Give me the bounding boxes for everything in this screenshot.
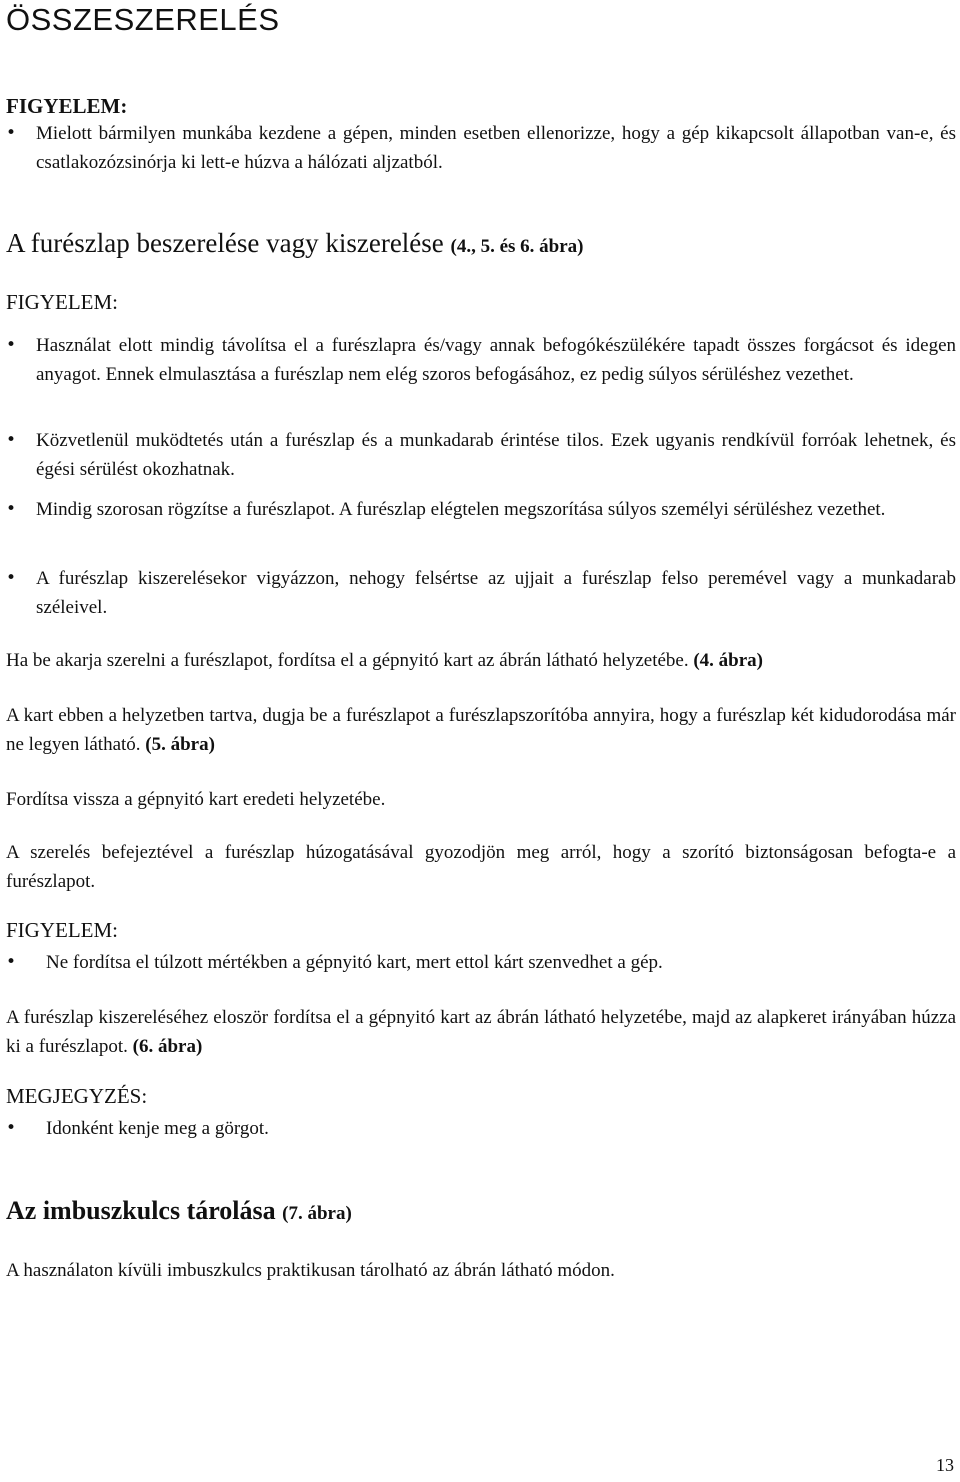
paragraph-text: A furészlap kiszereléséhez eloször fordítsa el a gépnyitó kart az ábrán látható helyzetébe, majd az alapkeret irányában húzza ki a furészlapot.	[6, 1007, 956, 1057]
note-label: MEGJEGYZÉS:	[6, 1084, 148, 1108]
bullet-icon: •	[6, 123, 17, 143]
list-item	[6, 495, 956, 524]
list-item	[6, 1114, 956, 1143]
bullet-icon: •	[6, 952, 17, 972]
paragraph: A szerelés befejeztével a furészlap húzogatásával gyozodjön meg arról, hogy a szorító biztonságosan befogta-e a furészlapot.	[6, 842, 956, 892]
list-item	[6, 948, 956, 977]
list-item	[6, 426, 956, 484]
warning-label: FIGYELEM:	[6, 290, 118, 314]
list-item-text: Idonként kenje meg a görgot.	[46, 1118, 269, 1139]
bullet-icon: •	[6, 499, 17, 519]
bullet-icon: •	[6, 1118, 17, 1138]
bullet-icon: •	[6, 335, 17, 355]
warning-label: FIGYELEM:	[6, 94, 128, 118]
list-item-text: A furészlap kiszerelésekor vigyázzon, nehogy felsértse az ujjait a furészlap felso peremével vagy a munkadarab széleivel.	[36, 568, 956, 618]
figure-reference: (5. ábra)	[145, 734, 215, 755]
section-heading-text: Az imbuszkulcs tárolása	[6, 1196, 276, 1225]
list-item-text: Mielott bármilyen munkába kezdene a gépen, minden esetben ellenorizze, hogy a gép kikapcsolt állapotban van-e, és csatlakozózsinórja ki lett-e húzva a hálózati aljzatból.	[36, 123, 956, 173]
bullet-icon: •	[6, 430, 17, 450]
list-item-text: Mindig szorosan rögzítse a furészlapot. A furészlap elégtelen megszorítása súlyos személyi sérüléshez vezethet.	[36, 499, 886, 520]
paragraph-text: Ha be akarja szerelni a furészlapot, fordítsa el a gépnyitó kart az ábrán látható helyzetébe.	[6, 650, 689, 671]
list-item-text: Ne fordítsa el túlzott mértékben a gépnyitó kart, mert ettol kárt szenvedhet a gép.	[46, 952, 663, 973]
paragraph	[6, 646, 956, 675]
paragraph: A használaton kívüli imbuszkulcs praktikusan tárolható az ábrán látható módon.	[6, 1260, 615, 1281]
paragraph: Fordítsa vissza a gépnyitó kart eredeti helyzetébe.	[6, 789, 386, 810]
list-item-text: Közvetlenül muködtetés után a furészlap és a munkadarab érintése tilos. Ezek ugyanis rendkívül forróak lehetnek, és égési sérülést okozhatnak.	[36, 430, 956, 480]
list-item	[6, 564, 956, 622]
bullet-icon: •	[6, 568, 17, 588]
paragraph-text: A kart ebben a helyzetben tartva, dugja be a furészlapot a furészlapszorítóba annyira, hogy a furészlap két kidudorodása már ne legyen látható.	[6, 705, 956, 755]
figure-reference: (6. ábra)	[132, 1036, 203, 1057]
paragraph	[6, 701, 956, 759]
list-item	[6, 331, 956, 389]
section-heading	[6, 228, 584, 259]
list-item-text: Használat elott mindig távolítsa el a furészlapra és/vagy annak befogókészülékére tapadt összes forgácsot és idegen anyagot. Ennek elmulasztása a furészlap nem elég szoros befogásához, ez pedig súlyos sérüléshez vezethet.	[36, 335, 956, 385]
figure-reference: (7. ábra)	[282, 1203, 352, 1224]
page-title: ÖSSZESZERELÉS	[6, 2, 280, 37]
paragraph	[6, 1003, 956, 1061]
section-heading	[6, 1196, 352, 1226]
page-number: 13	[936, 1455, 954, 1475]
figure-reference: (4., 5. és 6. ábra)	[450, 236, 584, 257]
list-item	[6, 119, 956, 177]
warning-label: FIGYELEM:	[6, 918, 118, 942]
figure-reference: (4. ábra)	[693, 650, 764, 671]
section-heading-text: A furészlap beszerelése vagy kiszerelése	[6, 228, 444, 258]
